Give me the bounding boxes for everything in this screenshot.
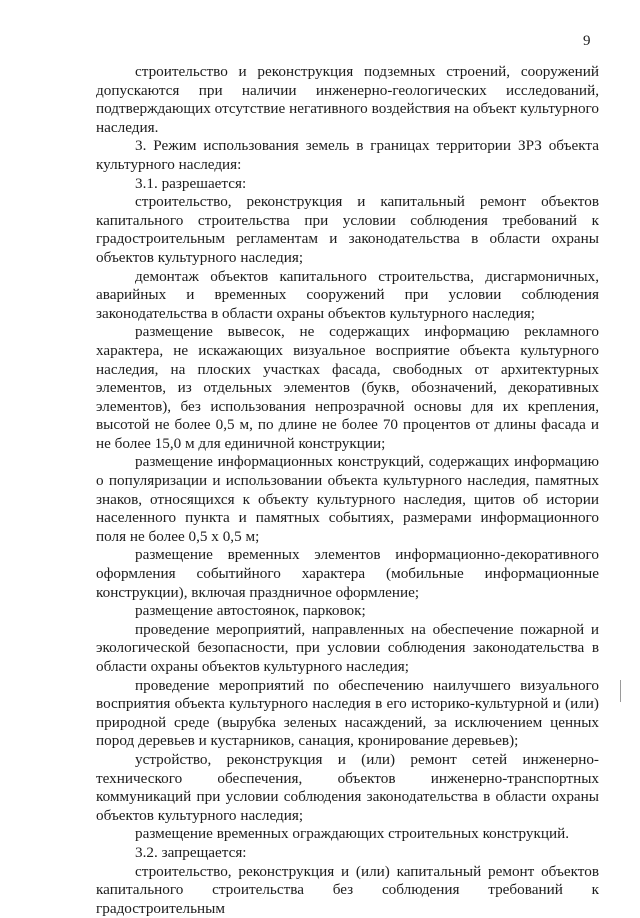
document-body [96, 63, 599, 918]
paragraph-construction-prohibited: строительство, реконструкция и (или) капитальный ремонт объектов капитального строительства без соблюдения требований к градостроительным [96, 862, 599, 917]
paragraph-temporary-decor: размещение временных элементов информационно-декоративного оформления событийного характера (мобильные информационные конструкции), включая праздничное оформление; [96, 546, 599, 601]
paragraph-temporary-fencing: размещение временных ограждающих строительных конструкций. [135, 825, 570, 843]
paragraph-prohibited-heading: 3.2. запрещается: [135, 843, 247, 861]
paragraph-information-structures: размещение информационных конструкций, содержащих информацию о популяризации и использовании объекта культурного наследия, памятных знаков, относящихся к объекту культурного наследия, щитов об истории населенного пункта и памятных событиях, размерами информационного поля не более 0,5 х 0,5 м; [96, 453, 599, 545]
page-number: 9 [583, 33, 591, 49]
paragraph-demolition-permitted: демонтаж объектов капитального строительства, дисгармоничных, аварийных и временных сооружений при условии соблюдения законодательства в области охраны объектов культурного наследия; [96, 267, 599, 322]
paragraph-engineering-networks: устройство, реконструкция и (или) ремонт сетей инженерно-технического обеспечения, объектов инженерно-транспортных коммуникаций при условии соблюдения законодательства в области охраны объектов культурного наследия; [96, 750, 599, 824]
paragraph-visual-perception: проведение мероприятий по обеспечению наилучшего визуального восприятия объекта культурного наследия в его историко-культурной и (или) природной среде (вырубка зеленых насаждений, за исключением ценных пород деревьев и кустарников, санация, кронирование деревьев); [96, 676, 599, 750]
scan-margin-mark [620, 680, 621, 702]
paragraph-signage-permitted: размещение вывесок, не содержащих информацию рекламного характера, не искажающих визуальное восприятие объекта культурного наследия, на плоских участках фасада, свободных от архитектурных элементов, из отдельных элементов (букв, обозначений, декоративных элементов), без использования непрозрачной основы для их крепления, высотой не более 0,5 м, по длине не более 70 процентов от длины фасада и не более 15,0 м для единичной конструкции; [96, 323, 599, 452]
paragraph-construction-permitted: строительство, реконструкция и капитальный ремонт объектов капитального строительства при условии соблюдения требований к градостроительным регламентам и законодательства в области охраны объектов культурного наследия; [96, 193, 599, 266]
paragraph-fire-ecology-safety: проведение мероприятий, направленных на обеспечение пожарной и экологической безопасности, при условии соблюдения законодательства в области охраны объектов культурного наследия; [96, 620, 599, 675]
paragraph-parking: размещение автостоянок, парковок; [135, 602, 366, 620]
paragraph-permitted-heading: 3.1. разрешается: [135, 174, 247, 192]
paragraph-land-use-regime-heading: 3. Режим использования земель в границах территории ЗРЗ объекта культурного наследия: [96, 137, 599, 173]
paragraph-underground-construction: строительство и реконструкция подземных строений, сооружений допускаются при наличии инженерно-геологических исследований, подтверждающих отсутствие негативного воздействия на объект культурного наследия. [96, 63, 599, 136]
